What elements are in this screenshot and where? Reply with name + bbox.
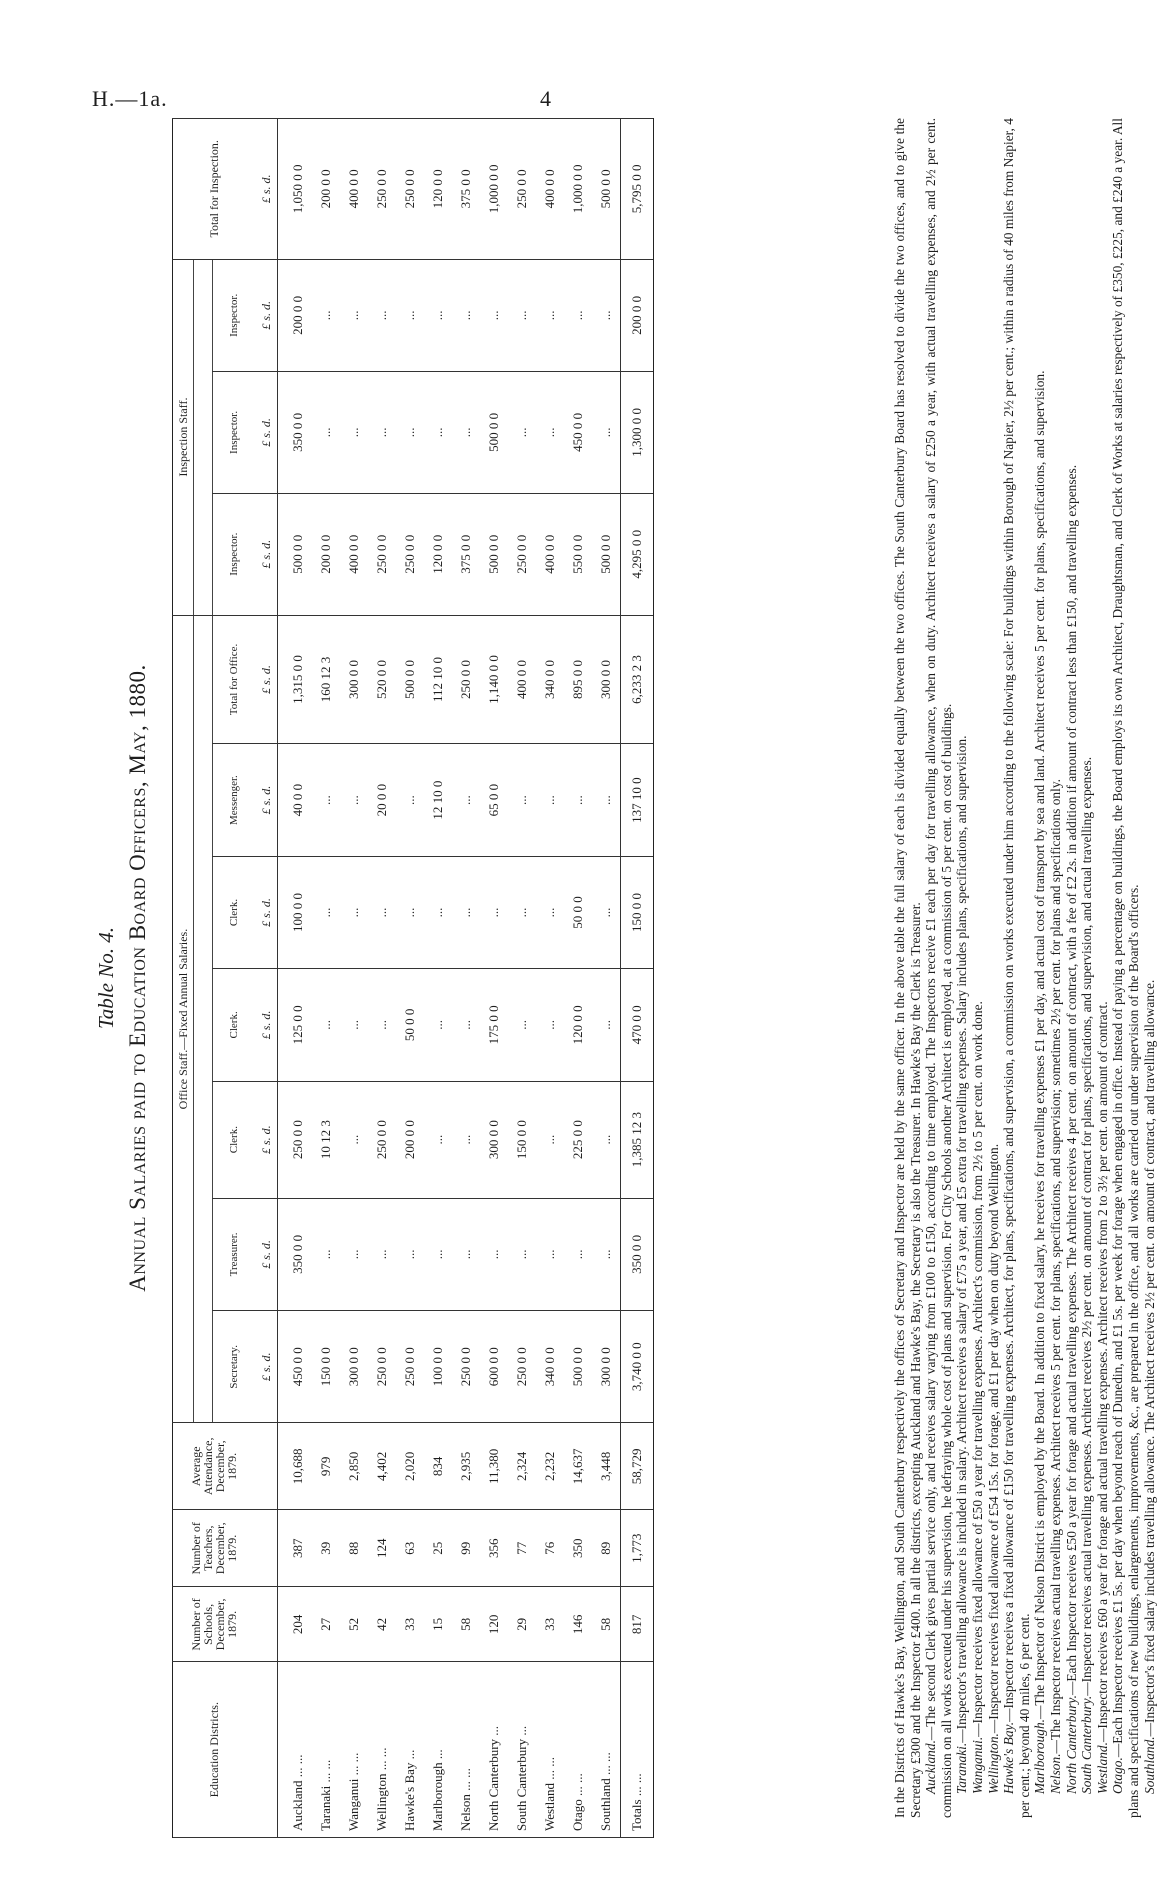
cell-inspector2: 450 0 0: [564, 372, 592, 494]
cell-messenger: ...: [452, 744, 480, 856]
cell-clerk2: ...: [592, 969, 621, 1081]
unit-label: £ s. d.: [255, 1198, 278, 1310]
cell-attendance: 2,020: [396, 1423, 424, 1510]
total-inspector3: 200 0 0: [621, 259, 654, 371]
col-treasurer: Treasurer.: [213, 1198, 256, 1310]
cell-teachers: 387: [278, 1510, 313, 1587]
cell-treasurer: ...: [396, 1198, 424, 1310]
cell-clerk2: ...: [536, 969, 564, 1081]
cell-inspector2: ...: [536, 372, 564, 494]
cell-messenger: 65 0 0: [480, 744, 508, 856]
cell-total-inspection: 250 0 0: [396, 119, 424, 260]
cell-schools: 58: [452, 1587, 480, 1662]
cell-total-inspection: 1,050 0 0: [278, 119, 313, 260]
cell-clerk2: ...: [508, 969, 536, 1081]
cell-teachers: 124: [368, 1510, 396, 1587]
cell-clerk1: ...: [424, 1081, 452, 1198]
col-clerk-3: Clerk.: [213, 856, 256, 968]
cell-inspector1: 400 0 0: [536, 493, 564, 615]
cell-messenger: 20 0 0: [368, 744, 396, 856]
cell-secretary: 100 0 0: [424, 1311, 452, 1423]
cell-schools: 204: [278, 1587, 313, 1662]
note-district-name: Otago.: [1110, 1757, 1126, 1794]
cell-inspector1: 120 0 0: [424, 493, 452, 615]
cell-secretary: 300 0 0: [592, 1311, 621, 1423]
cell-teachers: 99: [452, 1510, 480, 1587]
col-inspector-3: Inspector.: [213, 259, 256, 371]
cell-district: Hawke's Bay ...: [396, 1662, 424, 1838]
totals-row: [621, 119, 654, 1838]
cell-messenger: ...: [564, 744, 592, 856]
col-clerk-2: Clerk.: [213, 969, 256, 1081]
cell-treasurer: ...: [312, 1198, 340, 1310]
cell-clerk3: 100 0 0: [278, 856, 313, 968]
cell-inspector3: ...: [424, 259, 452, 371]
cell-total-office: 250 0 0: [452, 615, 480, 744]
table-row: [592, 119, 621, 1838]
unit-label: £ s. d.: [255, 119, 278, 260]
cell-treasurer: ...: [592, 1198, 621, 1310]
cell-treasurer: ...: [536, 1198, 564, 1310]
cell-clerk3: ...: [424, 856, 452, 968]
unit-label: £ s. d.: [255, 744, 278, 856]
cell-treasurer: ...: [340, 1198, 368, 1310]
cell-treasurer: ...: [508, 1198, 536, 1310]
col-total-office: Total for Office.: [213, 615, 256, 744]
cell-attendance: 979: [312, 1423, 340, 1510]
cell-inspector3: 200 0 0: [278, 259, 313, 371]
cell-attendance: 2,850: [340, 1423, 368, 1510]
cell-total-inspection: 200 0 0: [312, 119, 340, 260]
cell-inspector3: ...: [396, 259, 424, 371]
cell-inspector2: 500 0 0: [480, 372, 508, 494]
cell-clerk3: ...: [536, 856, 564, 968]
cell-total-office: 400 0 0: [508, 615, 536, 744]
total-treasurer: 350 0 0: [621, 1198, 654, 1310]
cell-treasurer: ...: [424, 1198, 452, 1310]
total-clerk2: 470 0 0: [621, 969, 654, 1081]
cell-attendance: 2,935: [452, 1423, 480, 1510]
table-row: [396, 119, 424, 1838]
cell-total-office: 112 10 0: [424, 615, 452, 744]
cell-clerk3: ...: [340, 856, 368, 968]
cell-inspector1: 500 0 0: [278, 493, 313, 615]
cell-total-office: 1,315 0 0: [278, 615, 313, 744]
note-text: —The Inspector of Nelson District is employed by the Board. In addition to fixed salary, he receives for travelling expenses £1 per day, and actual cost of transport by sea and land. Architect receives 5 per cent. for plans, specifications, and supervision.: [1032, 370, 1048, 1719]
title-block: [80, 98, 151, 1858]
cell-inspector2: ...: [312, 372, 340, 494]
note-paragraph: [923, 118, 954, 1818]
col-inspector-2: Inspector.: [213, 372, 256, 494]
note-district-name: Taranaki.: [954, 1742, 970, 1794]
rotated-table-page: [80, 98, 1157, 1858]
cell-clerk3: ...: [368, 856, 396, 968]
cell-secretary: 150 0 0: [312, 1311, 340, 1423]
cell-messenger: ...: [592, 744, 621, 856]
note-text: —Inspector receives £60 a year for forage and actual travelling expenses. Architect receives from 2 to 3½ per cent. on amount of contract.: [1094, 1001, 1110, 1743]
cell-district: Taranaki ... ...: [312, 1662, 340, 1838]
table-row: [536, 119, 564, 1838]
cell-messenger: ...: [508, 744, 536, 856]
cell-schools: 146: [564, 1587, 592, 1662]
total-district: Totals ... ...: [621, 1662, 654, 1838]
cell-secretary: 300 0 0: [340, 1311, 368, 1423]
note-text: —Inspector receives a fixed allowance of £150 for travelling expenses. Architect, for plans, specifications, and supervision, a commission on works executed under him according to the following scale: For buildings within Borough of Napier, 2½ per cent.; within a radius of 40 miles from Napier, 4 per cent.; beyond 40 miles, 6 per cent.: [1001, 118, 1032, 1818]
cell-total-inspection: 120 0 0: [424, 119, 452, 260]
note-text: —Each Inspector receives £50 a year for forage and actual travelling expenses. The Architect receives 4 per cent. on amount of contract, with a fee of £2 2s. in addition if amount of contract less than £150, and travelling expenses.: [1063, 464, 1079, 1696]
unit-label: £ s. d.: [255, 259, 278, 371]
cell-inspector1: 500 0 0: [480, 493, 508, 615]
cell-clerk2: 125 0 0: [278, 969, 313, 1081]
total-inspector1: 4,295 0 0: [621, 493, 654, 615]
cell-total-office: 1,140 0 0: [480, 615, 508, 744]
cell-inspector2: ...: [396, 372, 424, 494]
cell-district: Southland ... ...: [592, 1662, 621, 1838]
cell-total-inspection: 250 0 0: [508, 119, 536, 260]
cell-inspector1: 500 0 0: [592, 493, 621, 615]
inspection-staff-spacer: [194, 259, 213, 615]
note-paragraph: [1095, 118, 1111, 1818]
table-row: [564, 119, 592, 1838]
cell-district: Wellington ... ...: [368, 1662, 396, 1838]
cell-attendance: 2,324: [508, 1423, 536, 1510]
cell-total-inspection: 1,000 0 0: [480, 119, 508, 260]
cell-district: Otago ... ...: [564, 1662, 592, 1838]
total-total-office: 6,233 2 3: [621, 615, 654, 744]
cell-secretary: 250 0 0: [508, 1311, 536, 1423]
table-row: [340, 119, 368, 1838]
cell-teachers: 76: [536, 1510, 564, 1587]
cell-messenger: ...: [312, 744, 340, 856]
cell-treasurer: ...: [564, 1198, 592, 1310]
note-text: —Inspector receives fixed allowance of £54 15s. for forage, and £1 per day when on duty beyond Wellington.: [985, 1143, 1001, 1734]
cell-total-inspection: 250 0 0: [368, 119, 396, 260]
cell-total-office: 520 0 0: [368, 615, 396, 744]
total-secretary: 3,740 0 0: [621, 1311, 654, 1423]
col-messenger: Messenger.: [213, 744, 256, 856]
note-district-name: Hawke's Bay.: [1001, 1721, 1017, 1794]
cell-district: Nelson ... ...: [452, 1662, 480, 1838]
total-clerk1: 1,385 12 3: [621, 1081, 654, 1198]
cell-total-office: 300 0 0: [592, 615, 621, 744]
cell-secretary: 500 0 0: [564, 1311, 592, 1423]
cell-schools: 33: [396, 1587, 424, 1662]
cell-inspector2: ...: [424, 372, 452, 494]
note-paragraph: [1001, 118, 1032, 1818]
cell-secretary: 250 0 0: [452, 1311, 480, 1423]
cell-schools: 29: [508, 1587, 536, 1662]
cell-attendance: 11,380: [480, 1423, 508, 1510]
cell-messenger: 40 0 0: [278, 744, 313, 856]
table-body: [278, 119, 654, 1838]
cell-inspector2: ...: [508, 372, 536, 494]
cell-teachers: 350: [564, 1510, 592, 1587]
cell-inspector2: ...: [592, 372, 621, 494]
notes-intro: In the Districts of Hawke's Bay, Wellington, and South Canterbury respectively the offices of Secretary and Inspector are held by the same officer. In the above table the full salary of each is divided equally between the two offices. The South Canterbury Board has resolved to divide the two offices, and to give the Secretary £300 and the Inspector £400. In all the districts, excepting Auckland and Hawke's Bay, the Secretary is also the Treasurer. In Hawke's Bay the Clerk is Treasurer.: [892, 118, 923, 1818]
total-clerk3: 150 0 0: [621, 856, 654, 968]
cell-treasurer: ...: [368, 1198, 396, 1310]
cell-inspector1: 375 0 0: [452, 493, 480, 615]
col-district: Education Districts.: [173, 1662, 256, 1838]
note-district-name: Wanganui.: [969, 1736, 985, 1794]
cell-inspector3: ...: [452, 259, 480, 371]
cell-clerk1: 150 0 0: [508, 1081, 536, 1198]
cell-total-inspection: 400 0 0: [340, 119, 368, 260]
col-schools: Number of Schools, December, 1879.: [173, 1587, 256, 1662]
cell-treasurer: ...: [452, 1198, 480, 1310]
cell-secretary: 450 0 0: [278, 1311, 313, 1423]
footnotes: [892, 118, 1157, 1818]
cell-clerk2: ...: [312, 969, 340, 1081]
cell-attendance: 10,688: [278, 1423, 313, 1510]
col-secretary: Secretary.: [213, 1311, 256, 1423]
cell-clerk1: 250 0 0: [368, 1081, 396, 1198]
cell-attendance: 834: [424, 1423, 452, 1510]
note-paragraph: [1064, 118, 1080, 1818]
cell-inspector3: ...: [340, 259, 368, 371]
unit-label: £ s. d.: [255, 1081, 278, 1198]
cell-schools: 52: [340, 1587, 368, 1662]
cell-inspector1: 550 0 0: [564, 493, 592, 615]
cell-secretary: 340 0 0: [536, 1311, 564, 1423]
cell-total-office: 340 0 0: [536, 615, 564, 744]
cell-total-office: 160 12 3: [312, 615, 340, 744]
table-heading: Annual Salaries paid to Education Board Officers, May, 1880.: [125, 664, 150, 1292]
cell-district: Auckland ... ...: [278, 1662, 313, 1838]
unit-label: £ s. d.: [255, 1311, 278, 1423]
total-inspector2: 1,300 0 0: [621, 372, 654, 494]
table-row: [508, 119, 536, 1838]
cell-teachers: 25: [424, 1510, 452, 1587]
cell-teachers: 88: [340, 1510, 368, 1587]
cell-clerk2: ...: [452, 969, 480, 1081]
cell-district: North Canterbury ...: [480, 1662, 508, 1838]
cell-district: South Canterbury ...: [508, 1662, 536, 1838]
cell-district: Westland ... ...: [536, 1662, 564, 1838]
cell-clerk1: 200 0 0: [396, 1081, 424, 1198]
cell-inspector2: 350 0 0: [278, 372, 313, 494]
note-district-name: Wellington.: [985, 1733, 1001, 1794]
cell-secretary: 250 0 0: [396, 1311, 424, 1423]
cell-inspector3: ...: [368, 259, 396, 371]
cell-attendance: 2,232: [536, 1423, 564, 1510]
cell-teachers: 63: [396, 1510, 424, 1587]
cell-schools: 58: [592, 1587, 621, 1662]
cell-clerk2: ...: [340, 969, 368, 1081]
note-text: —Each Inspector receives £1 5s. per day when beyond reach of Dunedin, and £1 5s. per week for forage when engaged in office. Instead of paying a percentage on buildings, the Board employs its own Architect, Draughtsman, and Clerk of Works at salaries respectively of £350, £225, and £240 a year. All plans and specifications of new buildings, enlargements, improvements, &c., are prepared in the office, and all works are carried out under supervision of the Board's officers.: [1110, 118, 1141, 1818]
cell-clerk3: ...: [592, 856, 621, 968]
unit-label: £ s. d.: [255, 493, 278, 615]
unit-label: £ s. d.: [255, 615, 278, 744]
cell-district: Wanganui ... ...: [340, 1662, 368, 1838]
cell-total-office: 300 0 0: [340, 615, 368, 744]
table-row: [312, 119, 340, 1838]
cell-clerk1: 250 0 0: [278, 1081, 313, 1198]
table-row: [452, 119, 480, 1838]
cell-clerk1: ...: [340, 1081, 368, 1198]
cell-total-inspection: 375 0 0: [452, 119, 480, 260]
cell-teachers: 356: [480, 1510, 508, 1587]
cell-messenger: ...: [340, 744, 368, 856]
cell-clerk1: 300 0 0: [480, 1081, 508, 1198]
unit-label: £ s. d.: [255, 856, 278, 968]
table-row: [368, 119, 396, 1838]
col-total-inspection: Total for Inspection.: [173, 119, 256, 260]
cell-schools: 120: [480, 1587, 508, 1662]
table-row: [480, 119, 508, 1838]
cell-clerk3: ...: [396, 856, 424, 968]
table-number: Table No. 4.: [94, 927, 118, 1029]
cell-clerk3: ...: [312, 856, 340, 968]
cell-messenger: 12 10 0: [424, 744, 452, 856]
cell-treasurer: 350 0 0: [278, 1198, 313, 1310]
note-district-name: South Canterbury.: [1079, 1695, 1095, 1794]
table-row: [278, 119, 313, 1838]
note-paragraph: [970, 118, 986, 1818]
cell-treasurer: ...: [480, 1198, 508, 1310]
col-teachers: Number of Teachers, December, 1879.: [173, 1510, 256, 1587]
salaries-table: [172, 118, 654, 1838]
cell-schools: 33: [536, 1587, 564, 1662]
cell-clerk3: ...: [480, 856, 508, 968]
note-district-name: Nelson.: [1047, 1753, 1063, 1794]
cell-inspector3: ...: [592, 259, 621, 371]
document-reference: H.—1a.: [92, 86, 168, 111]
unit-label: £ s. d.: [255, 372, 278, 494]
cell-schools: 15: [424, 1587, 452, 1662]
unit-row: [255, 119, 278, 1838]
note-paragraph: [1079, 118, 1095, 1818]
cell-inspector1: 250 0 0: [396, 493, 424, 615]
cell-clerk1: ...: [452, 1081, 480, 1198]
cell-teachers: 89: [592, 1510, 621, 1587]
cell-clerk3: ...: [508, 856, 536, 968]
cell-inspector2: ...: [368, 372, 396, 494]
cell-clerk2: ...: [424, 969, 452, 1081]
note-paragraph: [1032, 118, 1048, 1818]
note-text: —The Inspector receives actual travelling expenses. Architect receives 5 per cent. for plans, specifications, and supervision; sometimes 2½ per cent. for plans and specifications only.: [1047, 778, 1063, 1754]
unit-label: £ s. d.: [255, 969, 278, 1081]
note-district-name: North Canterbury.: [1063, 1695, 1079, 1794]
total-teachers: 1,773: [621, 1510, 654, 1587]
cell-teachers: 77: [508, 1510, 536, 1587]
col-clerk-1: Clerk.: [213, 1081, 256, 1198]
cell-inspector2: ...: [340, 372, 368, 494]
cell-total-inspection: 400 0 0: [536, 119, 564, 260]
cell-total-office: 500 0 0: [396, 615, 424, 744]
note-district-name: Southland.: [1141, 1736, 1157, 1794]
group-inspection-staff: Inspection Staff.: [173, 259, 194, 615]
cell-clerk1: 225 0 0: [564, 1081, 592, 1198]
cell-district: Marlborough ...: [424, 1662, 452, 1838]
page-number: 4: [540, 86, 551, 111]
cell-clerk3: ...: [452, 856, 480, 968]
note-district-name: Marlborough.: [1032, 1718, 1048, 1794]
table-row: [424, 119, 452, 1838]
total-attendance: 58,729: [621, 1423, 654, 1510]
cell-total-inspection: 500 0 0: [592, 119, 621, 260]
cell-clerk2: 120 0 0: [564, 969, 592, 1081]
cell-clerk1: ...: [536, 1081, 564, 1198]
cell-inspector1: 250 0 0: [368, 493, 396, 615]
note-text: —The second Clerk gives partial service only, and receives salary varying from £100 to £150, according to time employed. The Inspectors receive £1 each per day for travelling allowance, when on duty. Architect receives a salary of £250 a year, with actual travelling expenses, and 2½ per cent. commission on all works executed under his supervision, he defraying whole cost of plans and supervision. For City Schools another Architect is employed, at a commission of 5 per cent. on cost of buildings.: [923, 118, 954, 1818]
col-inspector-1: Inspector.: [213, 493, 256, 615]
note-paragraph: [954, 118, 970, 1818]
cell-clerk1: 10 12 3: [312, 1081, 340, 1198]
cell-inspector1: 400 0 0: [340, 493, 368, 615]
note-text: —Inspector's travelling allowance is included in salary. Architect receives a salary of £75 a year, and £5 extra for travelling expenses. Salary includes plans, specifications, and supervision.: [954, 735, 970, 1743]
note-paragraph: [986, 118, 1002, 1818]
cell-inspector1: 200 0 0: [312, 493, 340, 615]
cell-schools: 42: [368, 1587, 396, 1662]
cell-clerk2: 175 0 0: [480, 969, 508, 1081]
cell-teachers: 39: [312, 1510, 340, 1587]
cell-secretary: 250 0 0: [368, 1311, 396, 1423]
cell-inspector3: ...: [312, 259, 340, 371]
total-messenger: 137 10 0: [621, 744, 654, 856]
cell-inspector1: 250 0 0: [508, 493, 536, 615]
cell-inspector3: ...: [536, 259, 564, 371]
note-text: —Inspector's fixed salary includes travelling allowance. The Architect receives 2½ per cent. on amount of contract, and travelling allowance.: [1141, 979, 1157, 1737]
note-paragraph: [1142, 118, 1157, 1818]
note-text: —Inspector receives fixed allowance of £50 a year for travelling expenses. Architect's commission, from 2½ to 5 per cent. on work done.: [969, 1001, 985, 1737]
cell-clerk1: ...: [592, 1081, 621, 1198]
col-attendance: Average Attendance, December, 1879.: [173, 1423, 256, 1510]
cell-inspector3: ...: [508, 259, 536, 371]
total-total-inspection: 5,795 0 0: [621, 119, 654, 260]
cell-schools: 27: [312, 1587, 340, 1662]
group-office-staff: Office Staff.—Fixed Annual Salaries.: [173, 615, 194, 1423]
note-paragraph: [1048, 118, 1064, 1818]
cell-messenger: ...: [536, 744, 564, 856]
total-schools: 817: [621, 1587, 654, 1662]
cell-total-inspection: 1,000 0 0: [564, 119, 592, 260]
cell-inspector2: ...: [452, 372, 480, 494]
note-paragraph: [1110, 118, 1141, 1818]
cell-messenger: ...: [396, 744, 424, 856]
cell-inspector3: ...: [480, 259, 508, 371]
note-text: —Inspector receives actual travelling expenses. Architect receives 2½ per cent. on amount of contract for plans, specifications, and supervision, and actual travelling expenses.: [1079, 756, 1095, 1696]
cell-attendance: 14,637: [564, 1423, 592, 1510]
cell-clerk3: 50 0 0: [564, 856, 592, 968]
note-district-name: Westland.: [1094, 1742, 1110, 1794]
cell-inspector3: ...: [564, 259, 592, 371]
cell-attendance: 3,448: [592, 1423, 621, 1510]
cell-attendance: 4,402: [368, 1423, 396, 1510]
cell-clerk2: ...: [368, 969, 396, 1081]
cell-secretary: 600 0 0: [480, 1311, 508, 1423]
office-staff-spacer: [194, 615, 213, 1423]
cell-clerk2: 50 0 0: [396, 969, 424, 1081]
cell-total-office: 895 0 0: [564, 615, 592, 744]
note-district-name: Auckland.: [923, 1740, 939, 1794]
